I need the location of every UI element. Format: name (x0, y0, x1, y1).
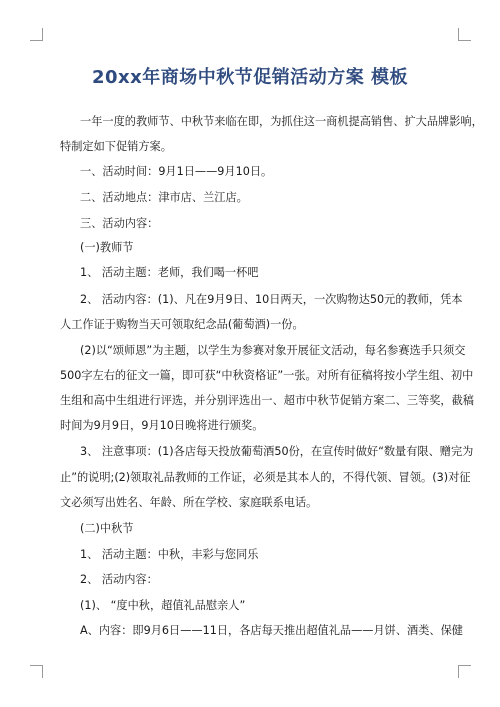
paragraph-line: 特制定如下促销方案。 (60, 140, 172, 153)
paragraph-line: (2)以“颂师恩”为主题，以学生为参赛对象开展征文活动，每名参赛选手只须交 (80, 344, 466, 357)
section-heading: (二)中秋节 (80, 522, 134, 535)
crop-mark-bottom-left (30, 665, 43, 678)
paragraph-line: 二、活动地点：津市店、兰江店。 (80, 191, 248, 204)
paragraph-line: 500字左右的征文一篇，即可获“中秋资格证”一张。对所有征稿将按小学生组、初中 (60, 369, 474, 382)
paragraph-line: 三、活动内容： (80, 217, 159, 230)
paragraph-line: (1)、 “度中秋，超值礼品慰亲人” (80, 599, 246, 612)
paragraph-line: 2、 活动内容： (80, 573, 158, 586)
section-heading: (一)教师节 (80, 241, 134, 254)
paragraph-line: 时间为9月9日，9月10日晚将进行颁奖。 (60, 419, 264, 432)
paragraph-line: 1、 活动主题：中秋，丰彩与您同乐 (80, 548, 259, 561)
document-title: 20xx年商场中秋节促销活动方案 模板 (91, 67, 409, 88)
crop-mark-top-right (458, 28, 471, 41)
crop-mark-top-left (30, 28, 43, 41)
paragraph-line: A、内容：即9月6日——11日，各店每天推出超值礼品——月饼、酒类、保健 (80, 624, 463, 637)
crop-mark-bottom-right (458, 665, 471, 678)
paragraph-line: 文必须写出姓名、年龄、所在学校、家庭联系电话。 (60, 496, 318, 509)
paragraph-line: 3、 注意事项：(1)各店每天投放葡萄酒50份，在宣传时做好“数量有限、赠完为 (80, 445, 474, 458)
paragraph-line: 一、活动时间：9月1日——9月10日。 (80, 165, 273, 178)
paragraph-line: 人工作证于购物当天可领取纪念品(葡萄酒)一份。 (60, 318, 304, 331)
paragraph-line: 2、 活动内容：(1)、凡在9月9日、10日两天，一次购物达50元的教师，凭本 (80, 293, 463, 306)
paragraph-line: 止”的说明;(2)领取礼品教师的工作证，必须是其本人的，不得代领、冒领。(3)对征 (60, 471, 471, 484)
paragraph-line: 1、 活动主题：老师，我们喝一杯吧 (80, 266, 259, 279)
paragraph-line: 一年一度的教师节、中秋节来临在即，为抓住这一商机提高销售、扩大品牌影响， (80, 115, 483, 128)
paragraph-line: 生组和高中生组进行评选，并分别评选出一、超市中秋节促销方案二、三等奖，截稿 (60, 394, 474, 407)
